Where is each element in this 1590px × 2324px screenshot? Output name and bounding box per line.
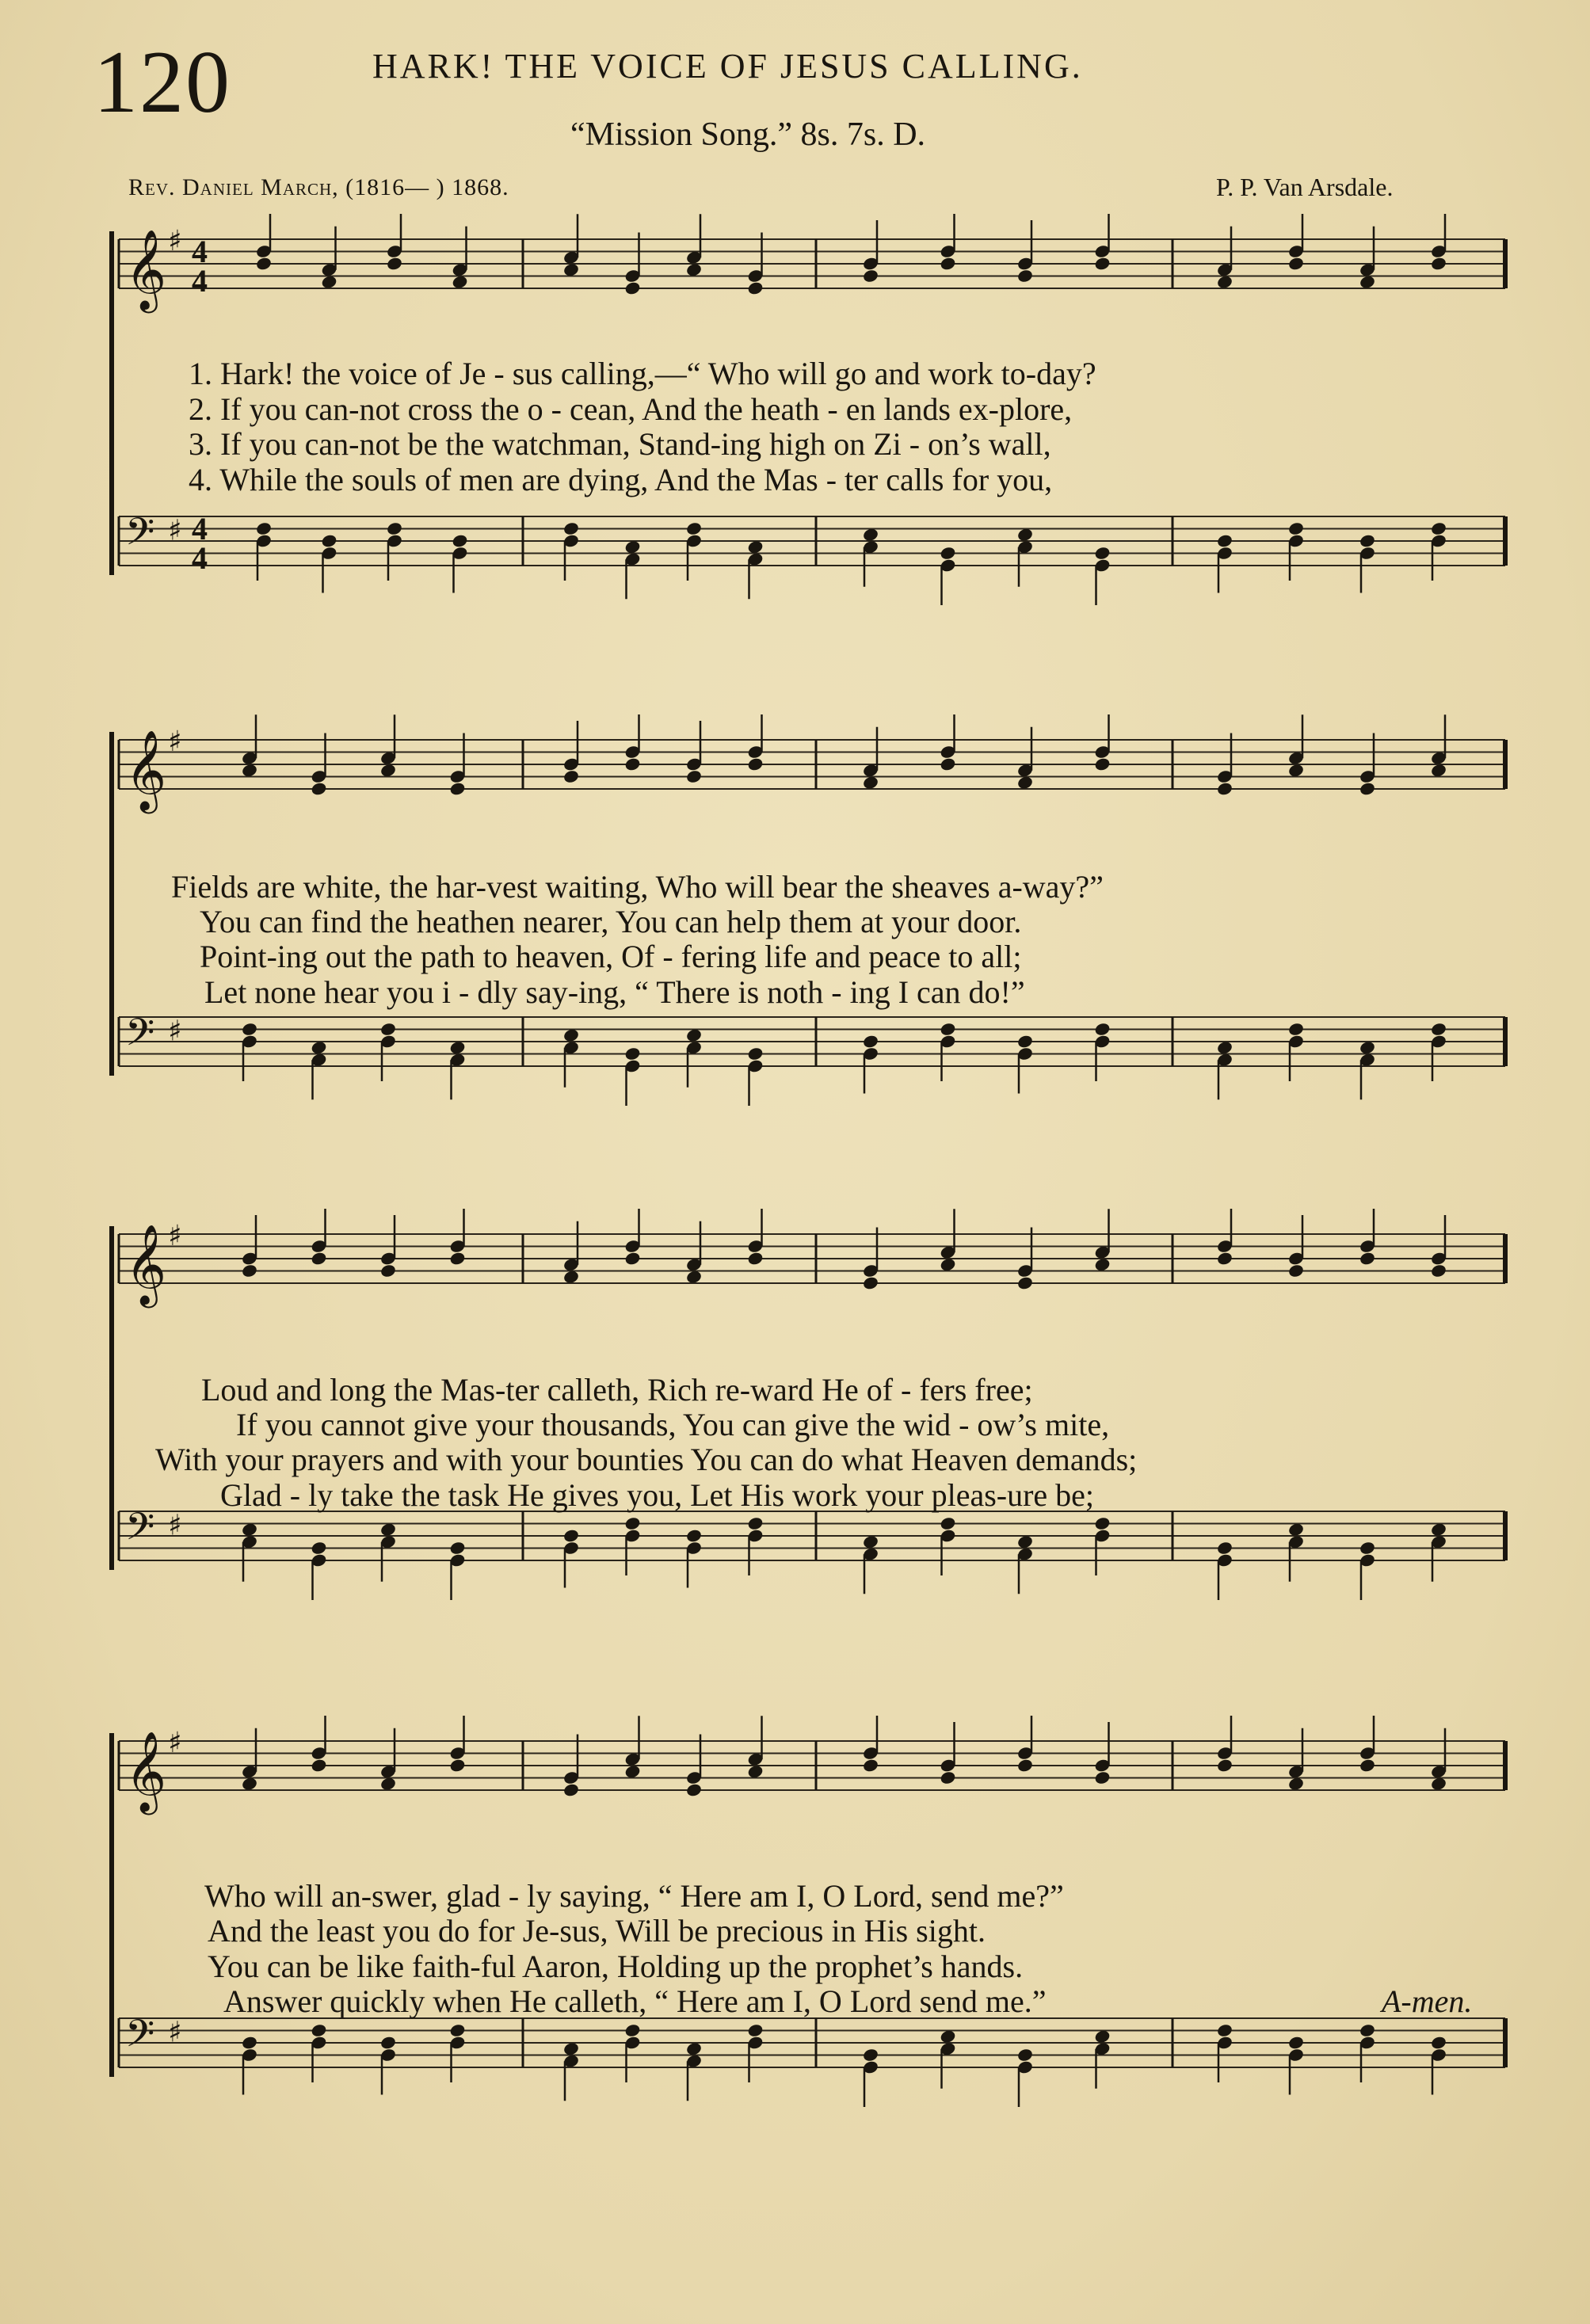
note-head (449, 1541, 467, 1556)
note-head (379, 2035, 397, 2050)
amen-label: A-men. (1382, 1983, 1473, 2019)
note-head (624, 1516, 642, 1531)
note-head (1216, 1758, 1233, 1773)
lyric-line: And the least you do for Je-sus, Will be precious in His sight. (208, 1913, 986, 1949)
note-head (862, 1275, 879, 1290)
note-head (311, 1541, 328, 1556)
note-head (747, 280, 764, 295)
sharp-icon: ♯ (168, 514, 182, 547)
note-head (685, 769, 703, 784)
system-brace (109, 231, 114, 575)
treble-clef-icon: 𝄞 (125, 228, 167, 310)
note-head (1430, 521, 1447, 536)
note-head (386, 256, 403, 271)
note-head (255, 521, 273, 536)
note-head (940, 1770, 957, 1785)
note-head (1287, 521, 1305, 536)
lyric-line: If you cannot give your thousands, You can give the wid - ow’s mite, (236, 1407, 1110, 1442)
note-head (747, 1516, 764, 1531)
note-head (1359, 1251, 1376, 1266)
sharp-icon: ♯ (168, 1015, 182, 1048)
note-head (624, 1046, 642, 1061)
note-head (940, 1022, 957, 1037)
treble-staff (119, 214, 1505, 314)
note-head (1216, 2023, 1233, 2038)
lyric-line: With your prayers and with your bounties You can do what Heaven demands; (155, 1442, 1138, 1477)
system-brace (109, 732, 114, 1076)
note-head (940, 256, 957, 271)
note-head (1016, 1034, 1034, 1049)
note-head (747, 1251, 764, 1266)
note-head (1430, 256, 1447, 271)
note-head (747, 2023, 764, 2038)
note-head (862, 2048, 879, 2063)
treble-staff (119, 1209, 1505, 1309)
note-head (449, 1251, 467, 1266)
note-head (379, 1263, 397, 1278)
lyric-line: Answer quickly when He calleth, “ Here am I, O Lord send me.” (223, 1983, 1047, 2019)
sharp-icon: ♯ (168, 2016, 182, 2049)
note-head (862, 1034, 879, 1049)
lyric-line: 2. If you can-not cross the o - cean, And the heath - en lands ex-plore, (189, 391, 1073, 427)
note-head (1359, 1758, 1376, 1773)
time-signature-numerator: 4 (192, 511, 208, 547)
sharp-icon: ♯ (168, 225, 182, 257)
note-head (747, 756, 764, 771)
note-head (624, 1251, 642, 1266)
note-head (241, 1022, 258, 1037)
note-head (241, 2035, 258, 2050)
note-head (862, 1758, 879, 1773)
note-head (1016, 269, 1034, 284)
note-head (449, 1758, 467, 1773)
treble-clef-icon: 𝄞 (125, 1223, 167, 1305)
note-head (311, 1251, 328, 1266)
lyric-line: Glad - ly take the task He gives you, Let His work your pleas-ure be; (220, 1477, 1095, 1513)
lyric-line: 1. Hark! the voice of Je - sus calling,—“ Who will go and work to-day? (189, 356, 1096, 391)
lyric-line: You can find the heathen nearer, You can help them at your door. (200, 904, 1022, 939)
time-signature-numerator: 4 (192, 234, 208, 269)
note-head (1359, 2023, 1376, 2038)
note-head (1216, 533, 1233, 548)
note-head (1094, 256, 1111, 271)
note-head (562, 1782, 580, 1797)
note-head (1016, 2048, 1034, 2063)
note-head (449, 2023, 467, 2038)
note-head (1016, 1758, 1034, 1773)
note-head (1216, 1251, 1233, 1266)
note-head (1287, 2035, 1305, 2050)
note-head (862, 269, 879, 284)
note-head (1094, 756, 1111, 771)
time-signature-denominator: 4 (192, 263, 208, 299)
note-head (1430, 1022, 1447, 1037)
lyric-line: Who will an-swer, glad - ly saying, “ Here am I, O Lord, send me?” (204, 1878, 1064, 1914)
system-brace (109, 1733, 114, 2077)
note-head (624, 2023, 642, 2038)
note-head (1287, 1022, 1305, 1037)
note-head (1359, 781, 1376, 796)
lyric-line: You can be like faith-ful Aaron, Holding up the prophet’s hands. (208, 1949, 1024, 1984)
note-head (255, 256, 273, 271)
note-head (311, 1758, 328, 1773)
treble-clef-icon: 𝄞 (125, 1730, 167, 1812)
note-head (1094, 1022, 1111, 1037)
treble-clef-icon: 𝄞 (125, 729, 167, 810)
note-head (747, 1046, 764, 1061)
note-head (1359, 533, 1376, 548)
tune-name: “Mission Song.” 8s. 7s. D. (570, 116, 926, 153)
bass-staff (119, 2011, 1505, 2107)
note-head (562, 769, 580, 784)
treble-staff (119, 1716, 1505, 1815)
lyric-line: Fields are white, the har-vest waiting, Who will bear the sheaves a-way?” (171, 869, 1104, 905)
sharp-icon: ♯ (168, 1509, 182, 1542)
bass-clef-icon: 𝄢 (125, 509, 155, 563)
lyric-line: 3. If you can-not be the watchman, Stand-ing high on Zi - on’s wall, (189, 426, 1051, 462)
lyric-line: 4. While the souls of men are dying, And the Mas - ter calls for you, (189, 462, 1053, 497)
note-head (624, 280, 642, 295)
bass-staff (119, 1010, 1505, 1106)
note-head (1216, 1541, 1233, 1556)
note-head (386, 521, 403, 536)
lyric-line: Point-ing out the path to heaven, Of - fering life and peace to all; (200, 939, 1022, 974)
note-head (940, 1516, 957, 1531)
treble-staff (119, 714, 1505, 814)
note-head (379, 1022, 397, 1037)
bass-staff (119, 1504, 1505, 1600)
note-head (1016, 1275, 1034, 1290)
note-head (1359, 1541, 1376, 1556)
note-head (452, 533, 469, 548)
bass-clef-icon: 𝄢 (125, 1504, 155, 1558)
hymn-title: HARK! THE VOICE OF JESUS CALLING. (372, 47, 1083, 86)
note-head (1287, 256, 1305, 271)
note-head (241, 1263, 258, 1278)
note-head (449, 781, 467, 796)
note-head (685, 1528, 703, 1543)
lyric-line: Loud and long the Mas-ter calleth, Rich re-ward He of - fers free; (201, 1372, 1033, 1408)
composer-credit: P. P. Van Arsdale. (1216, 173, 1394, 201)
note-head (562, 521, 580, 536)
note-head (562, 1528, 580, 1543)
note-head (311, 781, 328, 796)
sharp-icon: ♯ (168, 1727, 182, 1759)
note-head (1430, 1263, 1447, 1278)
note-head (321, 533, 338, 548)
note-head (940, 546, 957, 561)
lyric-line: Let none hear you i - dly say-ing, “ There is noth - ing I can do!” (204, 974, 1025, 1010)
note-head (940, 756, 957, 771)
note-head (1216, 781, 1233, 796)
note-head (685, 1782, 703, 1797)
system-brace (109, 1226, 114, 1570)
note-head (624, 756, 642, 771)
time-signature-denominator: 4 (192, 540, 208, 576)
note-head (311, 2023, 328, 2038)
hymn-number: 120 (93, 33, 231, 131)
note-head (1430, 2035, 1447, 2050)
note-head (1094, 1770, 1111, 1785)
note-head (1287, 1263, 1305, 1278)
note-head (1094, 1516, 1111, 1531)
note-head (1094, 546, 1111, 561)
bass-clef-icon: 𝄢 (125, 1010, 155, 1064)
note-head (685, 521, 703, 536)
bass-staff (119, 509, 1505, 605)
sharp-icon: ♯ (168, 1220, 182, 1252)
bass-clef-icon: 𝄢 (125, 2011, 155, 2065)
author-credit: Rev. Daniel March, (1816— ) 1868. (128, 174, 509, 200)
sharp-icon: ♯ (168, 726, 182, 758)
